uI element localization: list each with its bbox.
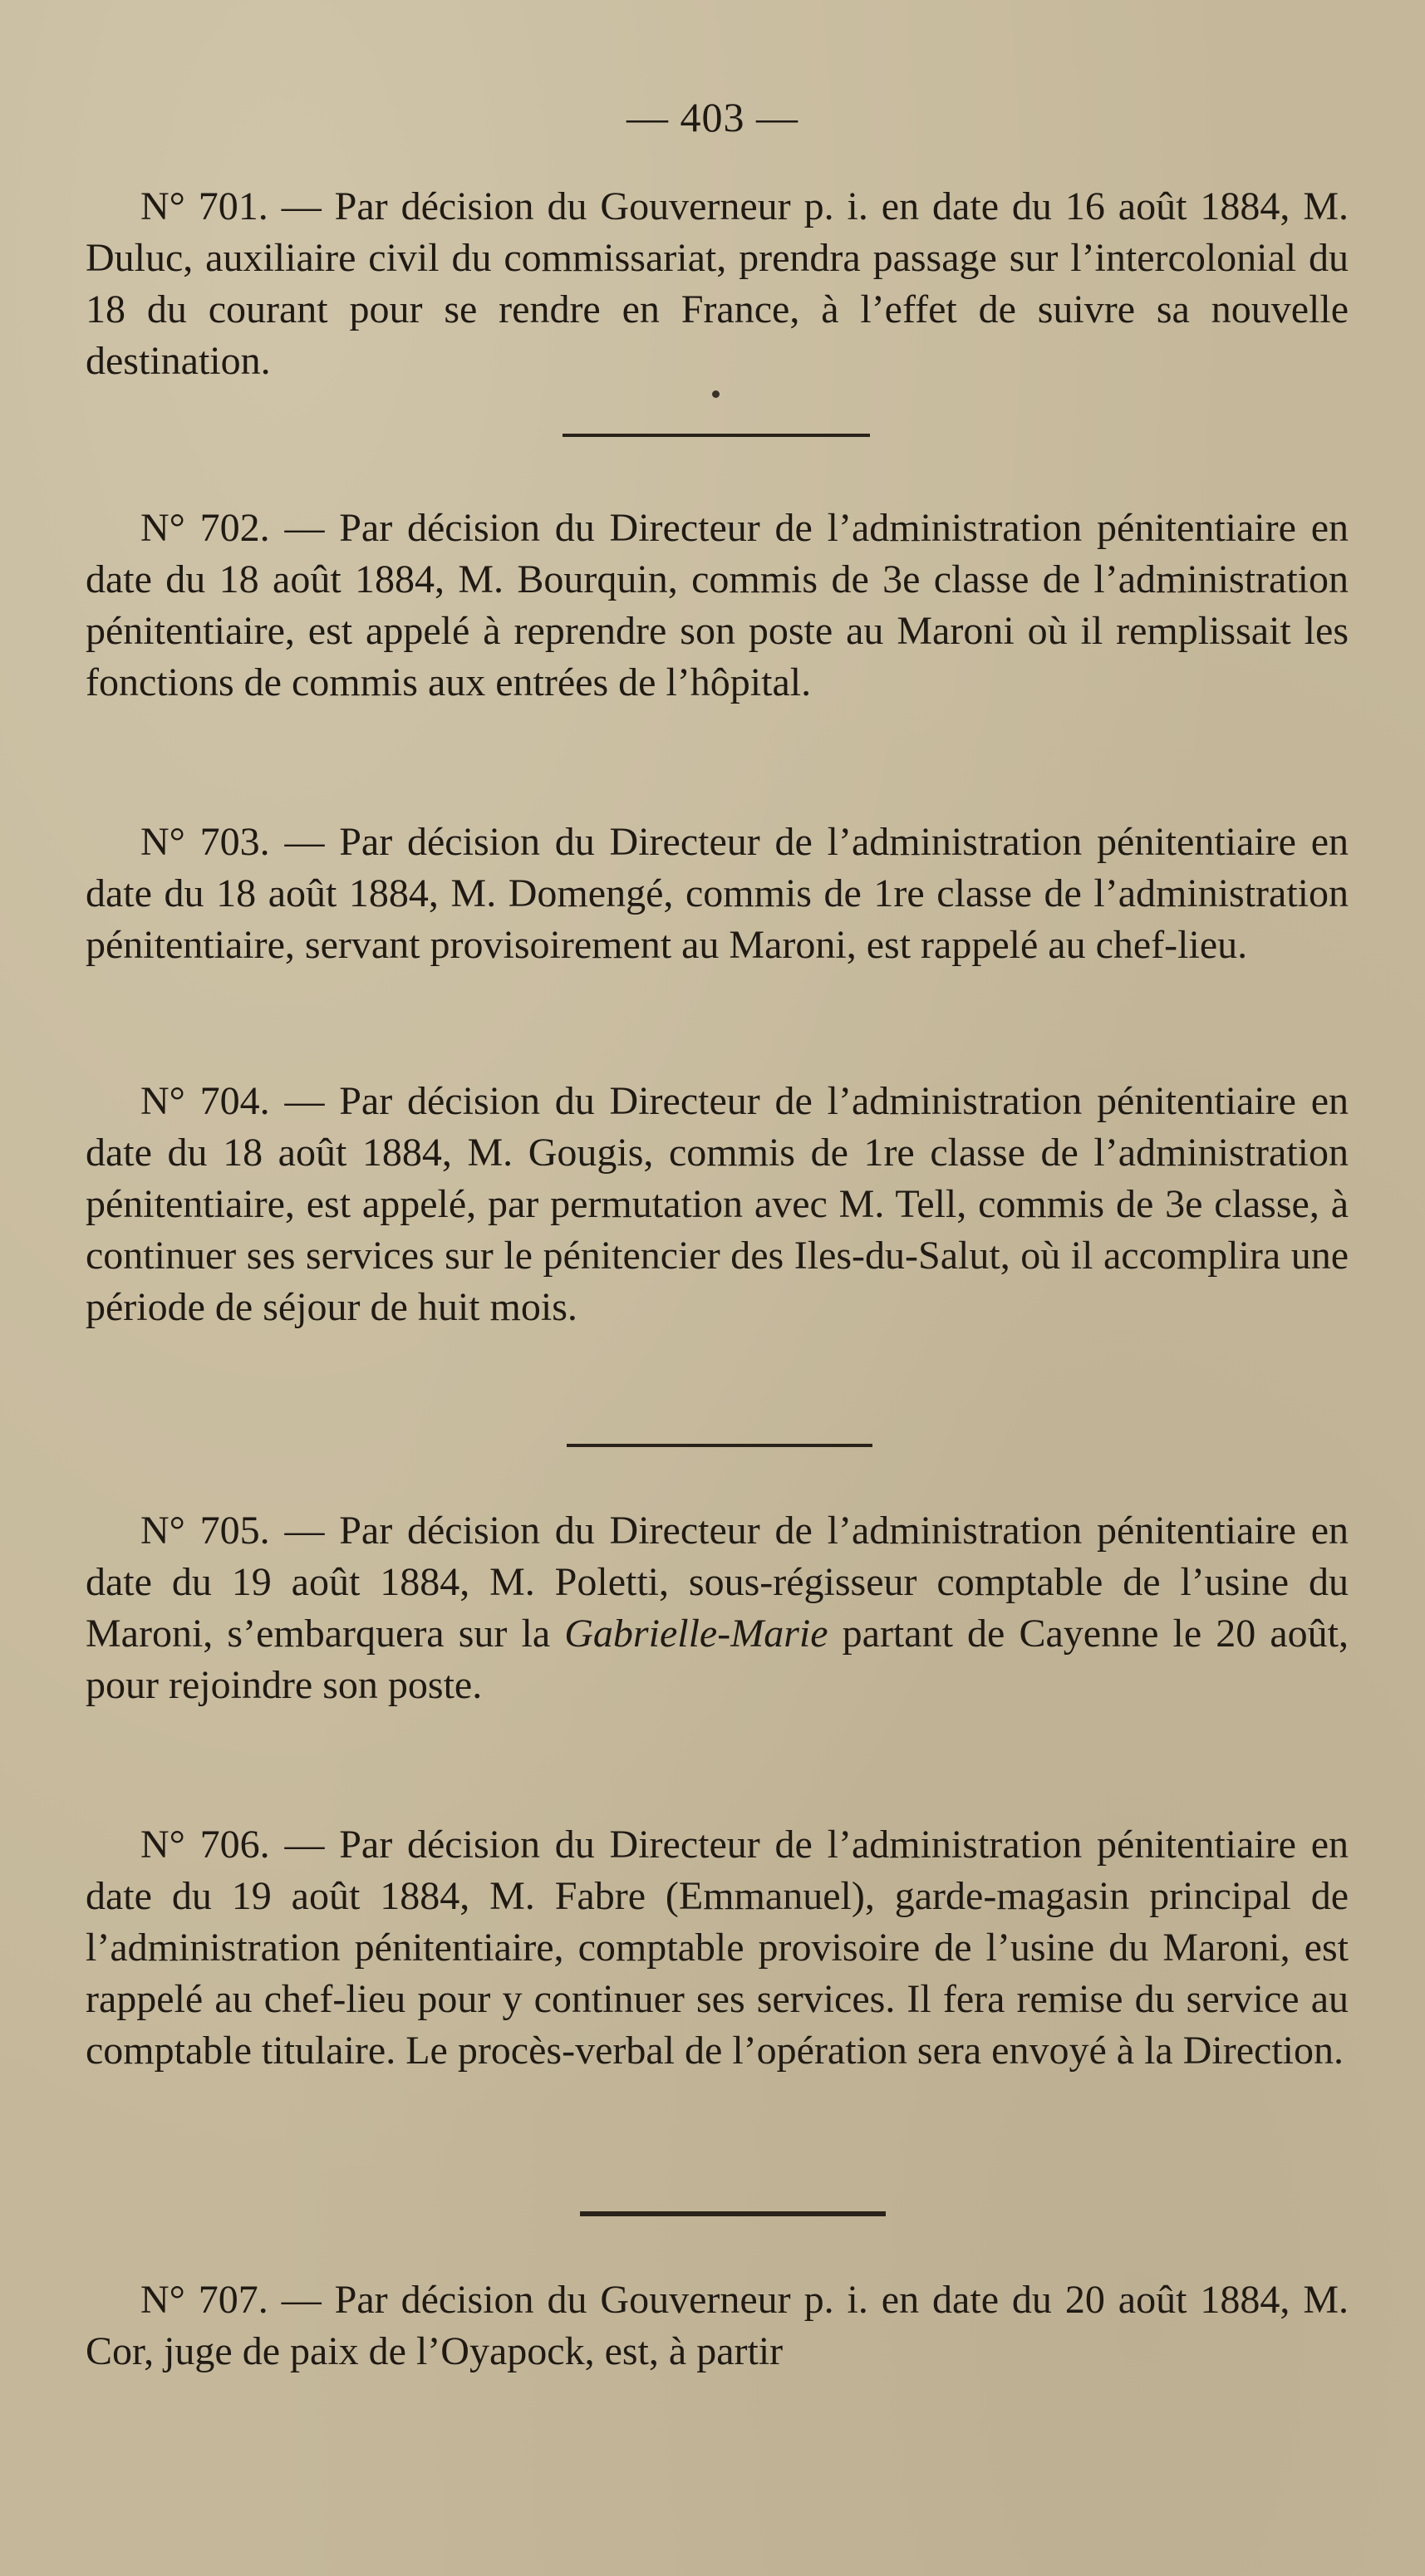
entry-703 — [86, 817, 1349, 971]
entry-paragraph — [86, 1076, 1349, 1333]
separator-rule — [563, 434, 870, 437]
entry-text: — Par décision du Directeur de l’administration pénitentiaire en date du 19 août 1884, M. Fabre (Emmanuel), garde-magasin principal de l’administration pénitentiaire, comptable provisoire de l’usine du Maroni, est rappelé au chef-lieu pour y continuer ses services. Il fera remise du service au comptable titulaire. Le procès-verbal de l’opération sera envoyé à la Direction. — [86, 1823, 1349, 2073]
entry-paragraph — [86, 1505, 1349, 1711]
entry-text: — Par décision du Gouverneur p. i. en date du 16 août 1884, M. Duluc, auxiliaire civil du commissariat, prendra passage sur l’intercolonial du 18 du courant pour se rendre en France, à l’effet de suivre sa nouvelle destination. — [86, 184, 1349, 383]
entry-text: — Par décision du Directeur de l’administration pénitentiaire en date du 18 août 1884, M. Bourquin, commis de 3e classe de l’administration pénitentiaire, est appelé à reprendre son poste au Maroni où il remplissait les fonctions de commis aux entrées de l’hôpital. — [86, 506, 1349, 704]
entry-702 — [86, 503, 1349, 709]
entry-text: — Par décision du Directeur de l’administration pénitentiaire en date du 18 août 1884, M. Gougis, commis de 1re classe de l’administration pénitentiaire, est appelé, par permutation avec M. Tell, commis de 3e classe, à continuer ses services sur le pénitencier des Iles-du-Salut, où il accomplira une période de séjour de huit mois. — [86, 1079, 1349, 1329]
entry-text-before: — Par décision du Directeur de l’administration pénitentiaire en date du 19 août 1884, M. Poletti, sous-régisseur comptable de l’usine du Maroni, s’embarquera sur la — [86, 1509, 1349, 1656]
entry-paragraph — [86, 503, 1349, 709]
entry-number: N° 701. — [140, 184, 268, 228]
entry-705 — [86, 1505, 1349, 1711]
entry-704 — [86, 1076, 1349, 1333]
entry-number: N° 703. — [140, 820, 270, 864]
entry-number: N° 704. — [140, 1079, 270, 1123]
separator-rule — [580, 2211, 886, 2216]
entry-706 — [86, 1819, 1349, 2077]
entry-paragraph — [86, 817, 1349, 971]
entry-number: N° 705. — [140, 1509, 270, 1553]
entry-text-after: partant de Cayenne le 20 août, pour rejoindre son poste. — [86, 1612, 1349, 1707]
entry-text: — Par décision du Directeur de l’administration pénitentiaire en date du 18 août 1884, M. Domengé, commis de 1re classe de l’administration pénitentiaire, servant provisoirement au Maroni, est rappelé au chef-lieu. — [86, 820, 1349, 967]
entry-text: — Par décision du Gouverneur p. i. en date du 20 août 1884, M. Cor, juge de paix de l’Oyapock, est, à partir — [86, 2278, 1349, 2373]
entry-707 — [86, 2274, 1349, 2377]
entry-number: N° 706. — [140, 1823, 270, 1867]
entry-paragraph — [86, 2274, 1349, 2377]
entry-number: N° 702. — [140, 506, 270, 550]
print-speck — [712, 390, 720, 398]
entry-number: N° 707. — [140, 2278, 268, 2322]
page-number: — 403 — — [627, 94, 798, 140]
ship-name: Gabrielle-Marie — [564, 1612, 828, 1656]
entry-paragraph — [86, 1819, 1349, 2077]
separator-rule — [567, 1444, 872, 1447]
entry-paragraph — [86, 181, 1349, 387]
entry-701 — [86, 181, 1349, 387]
